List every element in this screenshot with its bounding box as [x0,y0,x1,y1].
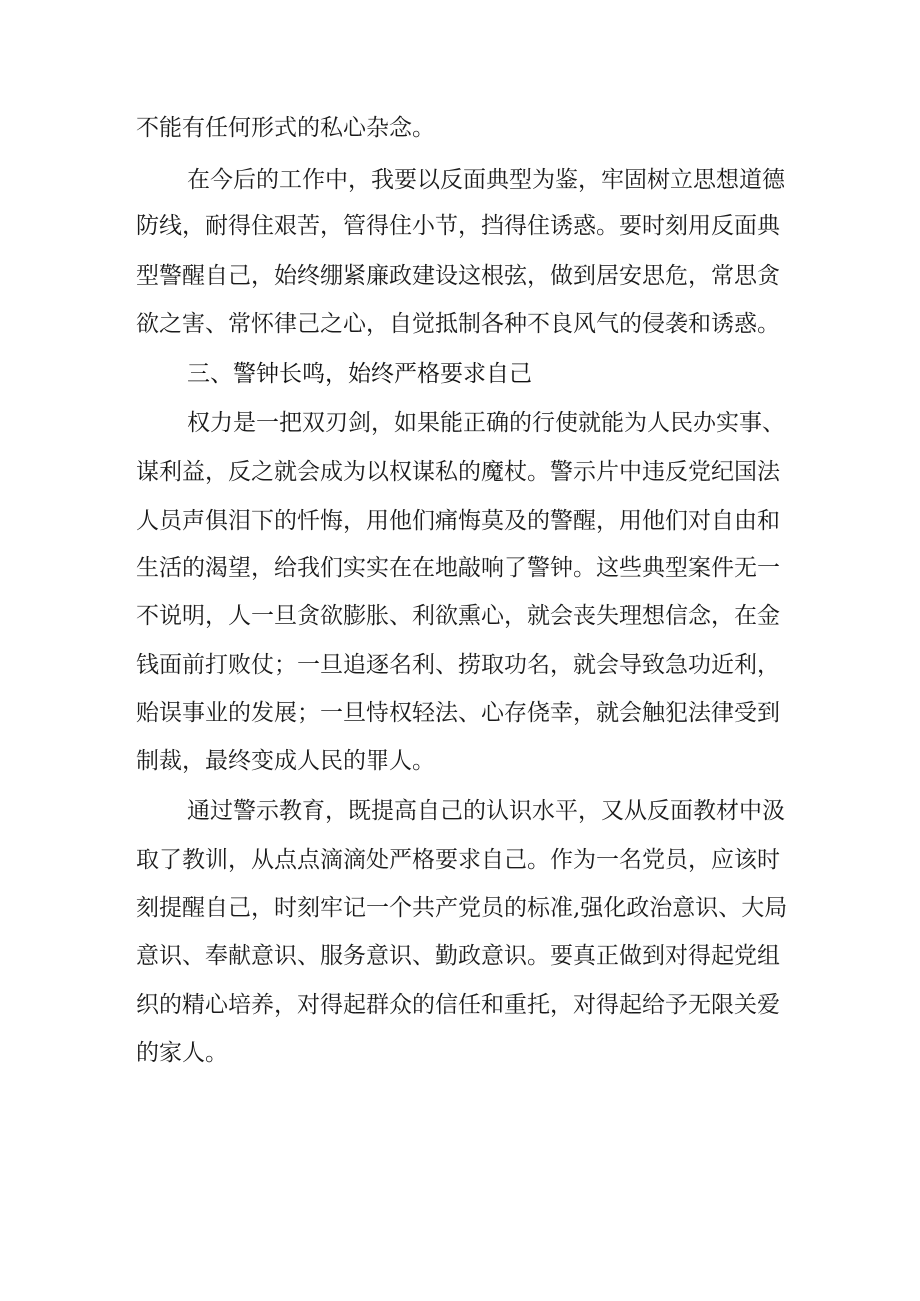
paragraph-line: 刻提醒自己，时刻牢记一个共产党员的标准,强化政治意识、大局 [136,895,788,921]
paragraph-line: 权力是一把双刃剑，如果能正确的行使就能为人民办实事、 [187,410,785,436]
paragraph-line: 人员声俱泪下的忏悔，用他们痛悔莫及的警醒，用他们对自由和 [136,508,780,534]
paragraph-line: 生活的渴望，给我们实实在在地敲响了警钟。这些典型案件无一 [136,555,780,581]
paragraph-line: 型警醒自己，始终绷紧廉政建设这根弦，做到居安思危，常思贪 [136,263,780,289]
paragraph-line: 取了教训，从点点滴滴处严格要求自己。作为一名党员，应该时 [136,847,780,873]
paragraph-line: 钱面前打败仗；一旦追逐名利、捞取功名，就会导致急功近利， [136,652,780,678]
paragraph-line: 谋利益，反之就会成为以权谋私的魔杖。警示片中违反党纪国法 [136,459,780,485]
paragraph-line: 欲之害、常怀律己之心，自觉抵制各种不良风气的侵袭和诱惑。 [136,311,780,337]
paragraph-line: 贻误事业的发展；一旦恃权轻法、心存侥幸，就会触犯法律受到 [136,700,780,726]
paragraph-line: 防线，耐得住艰苦，管得住小节，挡得住诱惑。要时刻用反面典 [136,213,780,239]
section-heading: 三、警钟长鸣，始终严格要求自己 [187,361,532,387]
paragraph-line: 织的精心培养，对得起群众的信任和重托，对得起给予无限关爱 [136,992,780,1018]
paragraph-line: 不能有任何形式的私心杂念。 [136,115,435,141]
paragraph-line: 的家人。 [136,1040,228,1066]
paragraph-line: 通过警示教育，既提高自己的认识水平，又从反面教材中汲 [187,798,785,824]
paragraph-line: 不说明，人一旦贪欲膨胀、利欲熏心，就会丧失理想信念，在金 [136,603,780,629]
paragraph-line: 在今后的工作中，我要以反面典型为鉴，牢固树立思想道德 [187,167,785,193]
paragraph-line: 制裁，最终变成人民的罪人。 [136,748,435,774]
paragraph-line: 意识、奉献意识、服务意识、勤政意识。要真正做到对得起党组 [136,943,780,969]
